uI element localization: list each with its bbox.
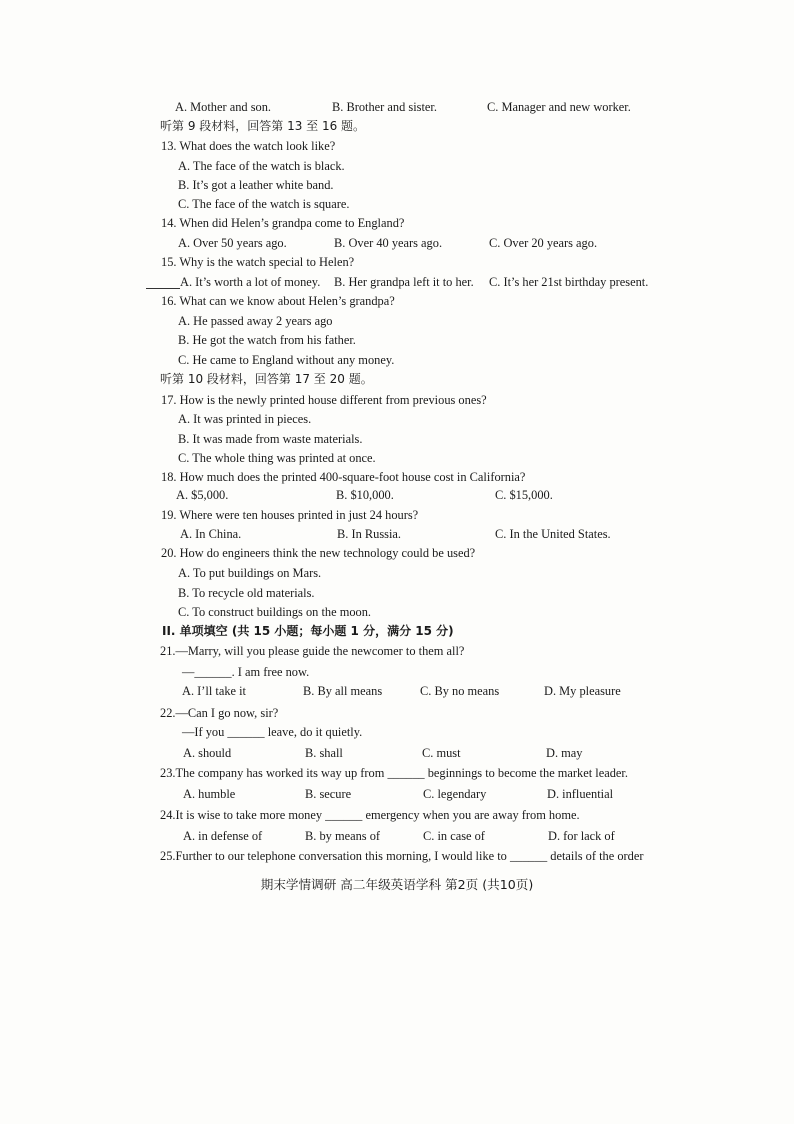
q22-option-c: C. must: [422, 746, 461, 760]
q17-option-c: C. The whole thing was printed at once.: [178, 451, 376, 465]
q22-option-d: D. may: [546, 746, 583, 760]
q24-option-b: B. by means of: [305, 829, 381, 843]
q16-option-b: B. He got the watch from his father.: [178, 333, 356, 347]
q21-option-c: C. By no means: [420, 684, 500, 698]
q24-option-a: A. in defense of: [183, 829, 263, 843]
q21-line2: —______. I am free now.: [182, 665, 310, 679]
q13-option-c: C. The face of the watch is square.: [178, 197, 350, 211]
q22-option-a: A. should: [183, 746, 232, 760]
q24-line1: 24.It is wise to take more money ______ emergency when you are away from home.: [160, 808, 580, 822]
section-9-instruction: 听第 9 段材料，回答第 13 至 16 题。: [160, 119, 366, 133]
q19-question: 19. Where were ten houses printed in just 24 hours?: [161, 508, 419, 522]
q25-line1: 25.Further to our telephone conversation this morning, I would like to ______ details of the order: [160, 849, 644, 863]
q23-option-a: A. humble: [183, 787, 236, 801]
section-2-heading: II. 单项填空 (共 15 小题；每小题 1 分，满分 15 分): [162, 624, 454, 638]
q20-option-a: A. To put buildings on Mars.: [178, 566, 322, 580]
q16-question: 16. What can we know about Helen’s grandpa?: [161, 294, 395, 308]
q24-option-c: C. in case of: [423, 829, 485, 843]
q14-option-a: A. Over 50 years ago.: [178, 236, 287, 250]
q22-line1: 22.—Can I go now, sir?: [160, 706, 279, 720]
section-10-instruction: 听第 10 段材料，回答第 17 至 20 题。: [160, 372, 373, 386]
q19-option-b: B. In Russia.: [337, 527, 402, 541]
q20-question: 20. How do engineers think the new technology could be used?: [161, 546, 476, 560]
q16-option-c: C. He came to England without any money.: [178, 353, 395, 367]
option-c: C. Manager and new worker.: [487, 100, 631, 114]
q13-option-a: A. The face of the watch is black.: [178, 159, 345, 173]
q21-option-d: D. My pleasure: [544, 684, 621, 698]
q21-line1: 21.—Marry, will you please guide the newcomer to them all?: [160, 644, 465, 658]
q14-question: 14. When did Helen’s grandpa come to England?: [161, 216, 405, 230]
q19-option-a: A. In China.: [180, 527, 242, 541]
q14-option-c: C. Over 20 years ago.: [489, 236, 598, 250]
q15-option-a: A. It’s worth a lot of money.: [180, 275, 321, 289]
q18-question: 18. How much does the printed 400-square-foot house cost in California?: [161, 470, 526, 484]
q17-option-b: B. It was made from waste materials.: [178, 432, 363, 446]
q13-option-b: B. It’s got a leather white band.: [178, 178, 334, 192]
q23-line1: 23.The company has worked its way up from ______ beginnings to become the market leader.: [160, 766, 628, 780]
q21-option-b: B. By all means: [303, 684, 383, 698]
q13-question: 13. What does the watch look like?: [161, 139, 336, 153]
q20-option-c: C. To construct buildings on the moon.: [178, 605, 372, 619]
option-b: B. Brother and sister.: [332, 100, 437, 114]
q16-option-a: A. He passed away 2 years ago: [178, 314, 333, 328]
q22-option-b: B. shall: [305, 746, 343, 760]
q17-option-a: A. It was printed in pieces.: [178, 412, 312, 426]
q17-question: 17. How is the newly printed house different from previous ones?: [161, 393, 487, 407]
option-a: A. Mother and son.: [175, 100, 272, 114]
q21-option-a: A. I’ll take it: [182, 684, 246, 698]
q20-option-b: B. To recycle old materials.: [178, 586, 315, 600]
q23-option-c: C. legendary: [423, 787, 487, 801]
q19-option-c: C. In the United States.: [495, 527, 611, 541]
q18-option-b: B. $10,000.: [336, 488, 394, 502]
page-footer: 期末学情调研 高二年级英语学科 第2页 (共10页): [260, 877, 534, 892]
q23-option-b: B. secure: [305, 787, 352, 801]
q15-question: 15. Why is the watch special to Helen?: [161, 255, 355, 269]
q18-option-c: C. $15,000.: [495, 488, 553, 502]
q18-option-a: A. $5,000.: [176, 488, 229, 502]
q14-option-b: B. Over 40 years ago.: [334, 236, 443, 250]
q22-line2: —If you ______ leave, do it quietly.: [182, 725, 363, 739]
pen-mark: [146, 288, 180, 290]
q15-option-c: C. It’s her 21st birthday present.: [489, 275, 649, 289]
q24-option-d: D. for lack of: [548, 829, 615, 843]
q15-option-b: B. Her grandpa left it to her.: [334, 275, 474, 289]
q23-option-d: D. influential: [547, 787, 614, 801]
